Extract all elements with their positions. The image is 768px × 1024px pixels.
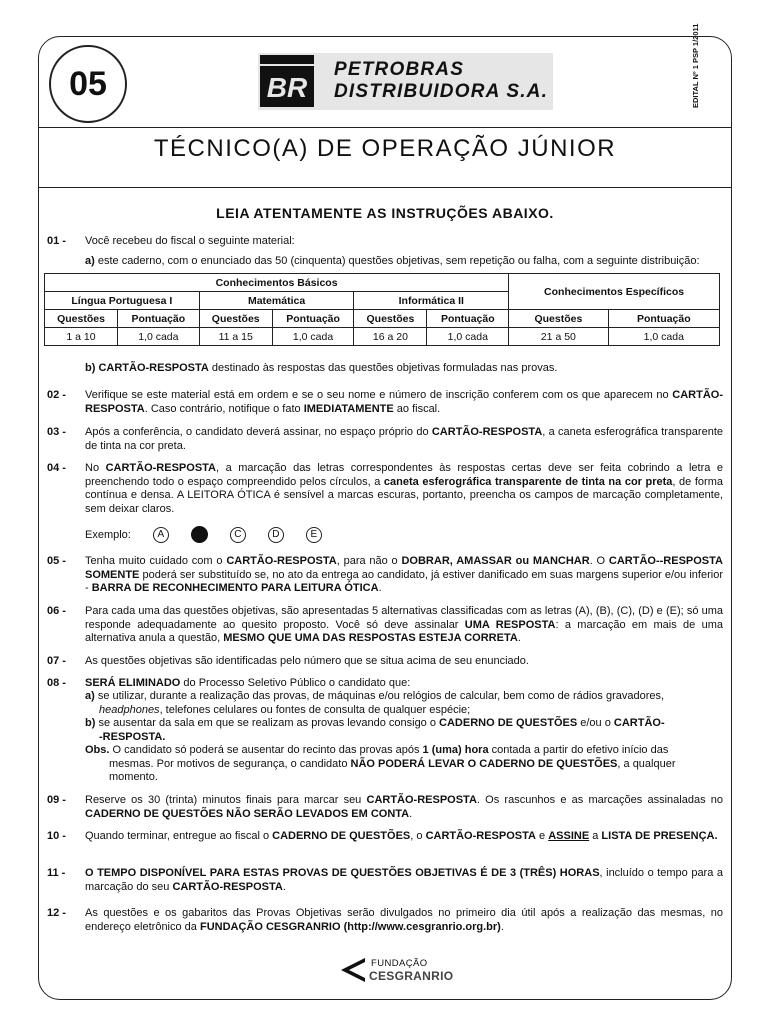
instruction-01-b: b) CARTÃO-RESPOSTA destinado às respostas das questões objetivas formuladas nas provas.: [85, 362, 558, 374]
table-header: Pontuação: [272, 310, 354, 328]
instruction-08-b: b) se ausentar da sala em que se realizam as provas levando consigo o CADERNO DE QUESTÕES e/ou o CARTÃO- -RESPOSTA.: [85, 717, 665, 743]
instruction-07: 07 - As questões objetivas são identificadas pelo número que se situa acima de seu enunciado.: [47, 655, 529, 667]
cesgranrio-logo: [339, 955, 454, 985]
instruction-02: 02 - Verifique se este material está em ordem e se o seu nome e número de inscrição conferem com os que aparecem no CARTÃO-RESPOSTA. Caso contrário, notifique o fato IMEDIATAMENTE ao fiscal.: [47, 389, 723, 415]
instruction-08-obs: Obs. O candidato só poderá se ausentar do recinto das provas após 1 (uma) hora contada a partir do efetivo início das mesmas. Por motivos de segurança, o candidato NÃO PODERÁ LEVAR O CADERNO DE QUESTÕES, a qualquer momento.: [85, 744, 676, 783]
table-header: Questões: [354, 310, 427, 328]
table-cell: 11 a 15: [199, 328, 272, 346]
table-cell: 1,0 cada: [427, 328, 509, 346]
footer-line-2: CESGRANRIO: [369, 969, 454, 983]
table-subject: Informática II: [354, 292, 509, 310]
table-header: Questões: [45, 310, 118, 328]
title-divider: [39, 187, 731, 188]
company-line-1: PETROBRAS: [334, 59, 465, 80]
page-title: TÉCNICO(A) DE OPERAÇÃO JÚNIOR: [153, 135, 617, 162]
option-b-filled-circle: [191, 526, 208, 543]
marking-example: [85, 526, 322, 543]
instruction-11: 11 - O TEMPO DISPONÍVEL PARA ESTAS PROVAS DE QUESTÕES OBJETIVAS É DE 3 (TRÊS) HORAS, incluído o tempo para a marcação do seu CARTÃO-RESPOSTA.: [47, 867, 723, 893]
instruction-08-a: a) se utilizar, durante a realização das provas, de máquinas e/ou relógios de calcular, bem como de rádios gravadores, headphones, telefones celulares ou fontes de consulta de qualquer espécie;: [85, 690, 665, 716]
instruction-12: 12 - As questões e os gabaritos das Provas Objetivas serão divulgados no primeiro dia útil após a realização das mesmas, no endereço eletrônico da FUNDAÇÃO CESGRANRIO (http://www.cesgranrio.org.br).: [47, 907, 723, 933]
option-a-circle: A: [153, 527, 169, 543]
table-group-basic: Conhecimentos Básicos: [45, 274, 509, 292]
instruction-05: 05 - Tenha muito cuidado com o CARTÃO-RESPOSTA, para não o DOBRAR, AMASSAR ou MANCHAR. O CARTÃO--RESPOSTA SOMENTE poderá ser substituído se, no ato da entrega ao candidato, já estiver danificado em suas margens superior e/ou inferior - BARRA DE RECONHECIMENTO PARA LEITURA ÓTICA.: [47, 555, 723, 594]
table-cell: 16 a 20: [354, 328, 427, 346]
cesgranrio-arrow-icon: [339, 957, 367, 983]
company-line-2: DISTRIBUIDORA S.A.: [334, 81, 549, 102]
table-cell: 1,0 cada: [118, 328, 200, 346]
instruction-10: 10 - Quando terminar, entregue ao fiscal o CADERNO DE QUESTÕES, o CARTÃO-RESPOSTA e ASSINE a LISTA DE PRESENÇA.: [47, 830, 718, 842]
table-cell: 1,0 cada: [608, 328, 719, 346]
edital-note: EDITAL Nº 1 PSP 1/2011: [691, 23, 700, 108]
table-header: Questões: [199, 310, 272, 328]
booklet-number: 05: [49, 45, 127, 123]
table-header: Pontuação: [608, 310, 719, 328]
table-row: [45, 328, 720, 346]
footer-line-1: FUNDAÇÃO: [371, 958, 428, 969]
option-c-circle: C: [230, 527, 246, 543]
instruction-08: 08 - SERÁ ELIMINADO do Processo Seletivo Público o candidato que:: [47, 677, 411, 689]
logo-br-text: BR: [266, 72, 308, 103]
instruction-01-a: a) este caderno, com o enunciado das 50 (cinquenta) questões objetivas, sem repetição ou falha, com a seguinte distribuição:: [85, 255, 700, 267]
table-cell: 1 a 10: [45, 328, 118, 346]
table-cell: 21 a 50: [509, 328, 608, 346]
table-header: Questões: [509, 310, 608, 328]
instructions-heading: LEIA ATENTAMENTE AS INSTRUÇÕES ABAIXO.: [216, 205, 554, 221]
table-subject: Matemática: [199, 292, 354, 310]
petrobras-logo: [258, 53, 553, 110]
option-e-circle: E: [306, 527, 322, 543]
table-header: Pontuação: [118, 310, 200, 328]
instruction-03: 03 - Após a conferência, o candidato deverá assinar, no espaço próprio do CARTÃO-RESPOSTA, a caneta esferográfica transparente de tinta na cor preta.: [47, 426, 723, 452]
company-name: [334, 59, 548, 103]
question-distribution-table: [44, 273, 720, 346]
br-logo-icon: [260, 55, 314, 107]
exam-cover-page: [38, 23, 732, 1000]
table-group-specific: Conhecimentos Específicos: [509, 274, 720, 310]
table-header: Pontuação: [427, 310, 509, 328]
table-subject: Língua Portuguesa I: [45, 292, 200, 310]
instruction-09: 09 - Reserve os 30 (trinta) minutos finais para marcar seu CARTÃO-RESPOSTA. Os rascunhos e as marcações assinaladas no CADERNO DE QUESTÕES NÃO SERÃO LEVADOS EM CONTA.: [47, 794, 723, 820]
option-d-circle: D: [268, 527, 284, 543]
instruction-01: 01 - Você recebeu do fiscal o seguinte material:: [47, 235, 295, 247]
instruction-04: 04 - No CARTÃO-RESPOSTA, a marcação das letras correspondentes às respostas certas deve ser feita cobrindo a letra e preenchendo todo o espaço compreendido pelos círculos, a caneta esferográfica transparente de tinta na cor preta, de forma contínua e densa. A LEITORA ÓTICA é sensível a marcas escuras, portanto, preencha os campos de marcação completamente, sem deixar claros.: [47, 462, 723, 515]
example-label: Exemplo:: [85, 528, 131, 541]
instruction-06: 06 - Para cada uma das questões objetivas, são apresentadas 5 alternativas classificadas com as letras (A), (B), (C), (D) e (E); só uma responde adequadamente ao quesito proposto. Você só deve assinalar UMA RESPOSTA: a marcação em mais de uma alternativa anula a questão, MESMO QUE UMA DAS RESPOSTAS ESTEJA CORRETA.: [47, 605, 723, 644]
header-divider: [39, 127, 731, 128]
table-cell: 1,0 cada: [272, 328, 354, 346]
